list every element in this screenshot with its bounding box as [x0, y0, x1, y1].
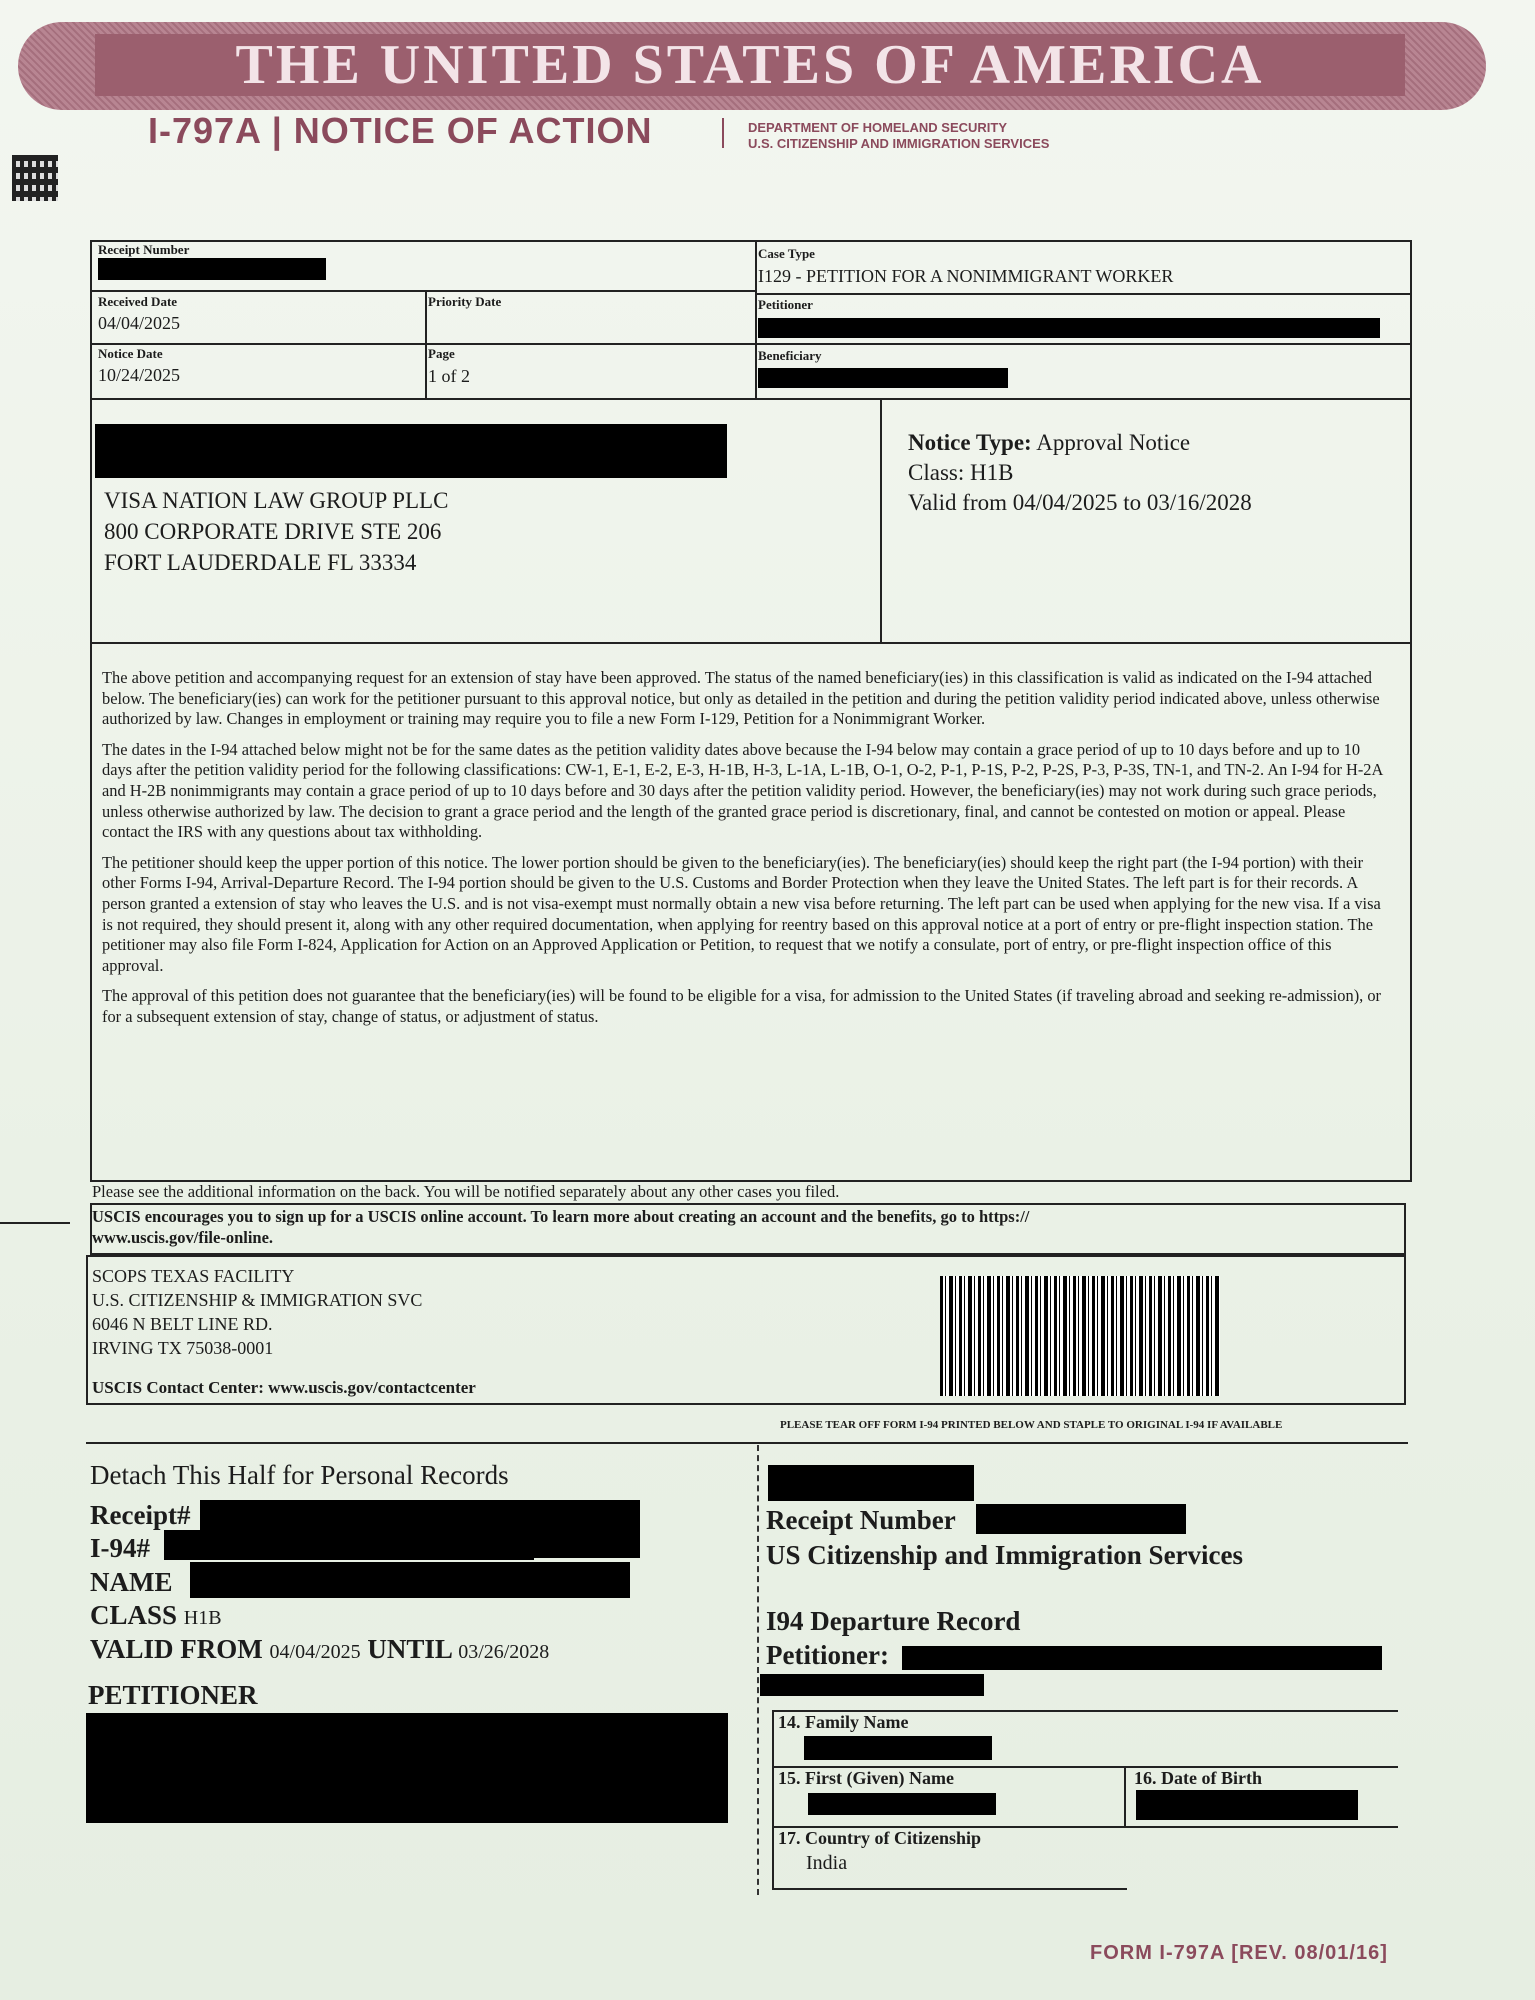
title-separator — [722, 118, 724, 148]
redacted-name — [190, 1562, 630, 1598]
barcode-icon — [940, 1276, 1220, 1396]
notice-type-label: Notice Type: — [908, 430, 1032, 455]
body-paragraph-1: The above petition and accompanying request for an extension of stay have been approved. The status of the named beneficiary(ies) in this classification is valid as indicated on the I-94 attached below. The beneficiary(ies) can work for the petitioner pursuant to this approval notice, but only as detailed in the petition and during the petition validity period indicated above, unless otherwise authorized by law. Changes in employment or training may require you to file a new Form I-129, Petition for a Nonimmigrant Worker. — [102, 668, 1380, 729]
approval-body-text — [102, 668, 1394, 1038]
dept-line-1: DEPARTMENT OF HOMELAND SECURITY — [748, 120, 1008, 135]
qr-code-icon — [12, 155, 58, 201]
redacted-i94-number — [164, 1530, 534, 1560]
dob-label: 16. Date of Birth — [1134, 1768, 1262, 1788]
case-type-value: I129 - PETITION FOR A NONIMMIGRANT WORKER — [758, 266, 1174, 286]
i94-agency: US Citizenship and Immigration Services — [766, 1540, 1244, 1570]
redacted-receipt-number — [98, 258, 326, 280]
redacted-detach-petitioner — [86, 1713, 728, 1823]
form-title: I-797A | NOTICE OF ACTION — [148, 110, 653, 151]
priority-date-label: Priority Date — [428, 294, 502, 309]
detach-valid-from-label: VALID FROM — [90, 1634, 263, 1664]
redacted-petitioner — [758, 318, 1380, 338]
online-note-line-1: USCIS encourages you to sign up for a USCIS online account. To learn more about creating an account and the benefits, go to https:// — [92, 1207, 1030, 1226]
address-line-1: VISA NATION LAW GROUP PLLC — [104, 488, 449, 513]
notice-summary — [908, 428, 1252, 518]
department-name — [748, 120, 1049, 152]
petitioner-label: Petitioner — [758, 297, 813, 312]
body-paragraph-3: The petitioner should keep the upper portion of this notice. The lower portion should be given to the beneficiary(ies). The beneficiary(ies) should keep the right part (the I-94 portion) with their other Forms I-94, Arrival-Departure Record. The I-94 portion should be given to the U.S. Customs and Border Protection when they leave the United States. The left part is for their records. A person granted a extension of stay who leaves the U.S. and is not visa-exempt must normally obtain a new visa before returning. The left part can be used when applying for the new visa. If a visa is not required, they should present it, along with any other required documentation, when applying for reentry based on this approval notice at a port of entry or pre-flight inspection station. The petitioner may also file Form I-824, Application for Action on an Approved Application or Petition, to request that we notify a consulate, port of entry, or pre-flight inspection office of this approval. — [102, 852, 1381, 975]
notice-type-value: Approval Notice — [1036, 430, 1191, 455]
back-info-note: Please see the additional information on the back. You will be notified separately about any other cases you filed. — [92, 1182, 840, 1201]
office-address — [92, 1264, 422, 1360]
office-line-4: IRVING TX 75038-0001 — [92, 1338, 274, 1358]
online-note-line-2: www.uscis.gov/file-online. — [92, 1228, 274, 1247]
country-label: 17. Country of Citizenship — [778, 1828, 982, 1848]
address-line-3: FORT LAUDERDALE FL 33334 — [104, 550, 417, 575]
notice-date-label: Notice Date — [98, 346, 163, 361]
first-name-label: 15. First (Given) Name — [778, 1768, 954, 1788]
body-paragraph-4: The approval of this petition does not guarantee that the beneficiary(ies) will be found to be eligible for a visa, for admission to the United States (if traveling abroad and seeking re-admission), or for a subsequent extension of stay, change of status, or adjustment of status. — [102, 986, 1382, 1026]
detach-name-label: NAME — [90, 1567, 173, 1597]
address-line-2: 800 CORPORATE DRIVE STE 206 — [104, 519, 442, 544]
detach-i94-label: I-94# — [90, 1533, 150, 1563]
received-date-label: Received Date — [98, 294, 178, 309]
notice-class: Class: H1B — [908, 460, 1014, 485]
body-paragraph-2: The dates in the I-94 attached below might not be for the same dates as the petition validity dates above because the I-94 below may contain a grace period of up to 10 days before and up to 10 days after the petition validity period for the following classifications: CW-1, E-1, E-2, E-3, H-1B, H-3, L-1A, L-1B, O-1, O-2, P-1, P-1S, P-2, P-2S, P-3, P-3S, TN-1, and TN-2. An I-94 for H-2A and H-2B nonimmigrants may contain a grace period of up to 10 days before and 30 days after the petition validity period. However, the beneficiary(ies) may not work during such grace periods, unless otherwise authorized by law. The decision to grant a grace period and the length of the granted grace period is discretionary, final, and cannot be contested on motion or appeal. Please contact the IRS with any questions about tax withholding. — [102, 739, 1383, 842]
redacted-i94-petitioner — [902, 1646, 1382, 1670]
banner-title: THE UNITED STATES OF AMERICA — [235, 34, 1265, 96]
beneficiary-label: Beneficiary — [758, 348, 822, 363]
notice-validity: Valid from 04/04/2025 to 03/16/2028 — [908, 490, 1252, 515]
detach-class — [90, 1600, 222, 1631]
redacted-i94-receipt — [976, 1504, 1186, 1534]
tear-off-instruction: PLEASE TEAR OFF FORM I-94 PRINTED BELOW AND STAPLE TO ORIGINAL I-94 IF AVAILABLE — [780, 1419, 1283, 1431]
online-account-note — [92, 1206, 1029, 1248]
detach-until-value: 03/26/2028 — [458, 1641, 550, 1663]
i94-record-title: I94 Departure Record — [766, 1606, 1021, 1636]
header-banner-inner — [95, 34, 1405, 96]
receipt-number-label: Receipt Number — [98, 242, 190, 257]
redacted-i94-header — [768, 1465, 974, 1501]
detach-receipt-label: Receipt# — [90, 1500, 191, 1530]
detach-until-label: UNTIL — [367, 1634, 452, 1664]
redacted-i94-petitioner-2 — [760, 1674, 984, 1696]
redacted-beneficiary — [758, 368, 1008, 388]
notice-date-value: 10/24/2025 — [98, 365, 181, 385]
form-revision: FORM I-797A [REV. 08/01/16] — [1090, 1942, 1388, 1964]
office-line-1: SCOPS TEXAS FACILITY — [92, 1266, 295, 1286]
redacted-first-name — [808, 1793, 996, 1815]
redacted-family-name — [804, 1736, 992, 1760]
page-label: Page — [428, 346, 455, 361]
received-date-value: 04/04/2025 — [98, 313, 181, 333]
i94-petitioner-label: Petitioner: — [766, 1640, 889, 1670]
family-name-label: 14. Family Name — [778, 1712, 909, 1732]
detach-validity — [90, 1634, 549, 1665]
attorney-address — [104, 485, 448, 578]
i94-receipt-label: Receipt Number — [766, 1505, 956, 1535]
detach-class-label: CLASS — [90, 1600, 178, 1630]
case-type-label: Case Type — [758, 246, 815, 261]
detach-valid-from-value: 04/04/2025 — [269, 1641, 361, 1663]
country-value: India — [806, 1852, 848, 1874]
redacted-recipient — [95, 424, 727, 478]
tear-line — [757, 1445, 759, 1895]
page-value: 1 of 2 — [428, 366, 470, 386]
office-line-3: 6046 N BELT LINE RD. — [92, 1314, 273, 1334]
detach-title: Detach This Half for Personal Records — [90, 1460, 509, 1490]
contact-center: USCIS Contact Center: www.uscis.gov/contactcenter — [92, 1378, 476, 1397]
office-line-2: U.S. CITIZENSHIP & IMMIGRATION SVC — [92, 1290, 423, 1310]
detach-class-value: H1B — [183, 1607, 222, 1629]
detach-petitioner-label: PETITIONER — [88, 1680, 258, 1710]
redacted-dob — [1136, 1790, 1358, 1820]
dept-line-2: U.S. CITIZENSHIP AND IMMIGRATION SERVICES — [748, 136, 1050, 151]
